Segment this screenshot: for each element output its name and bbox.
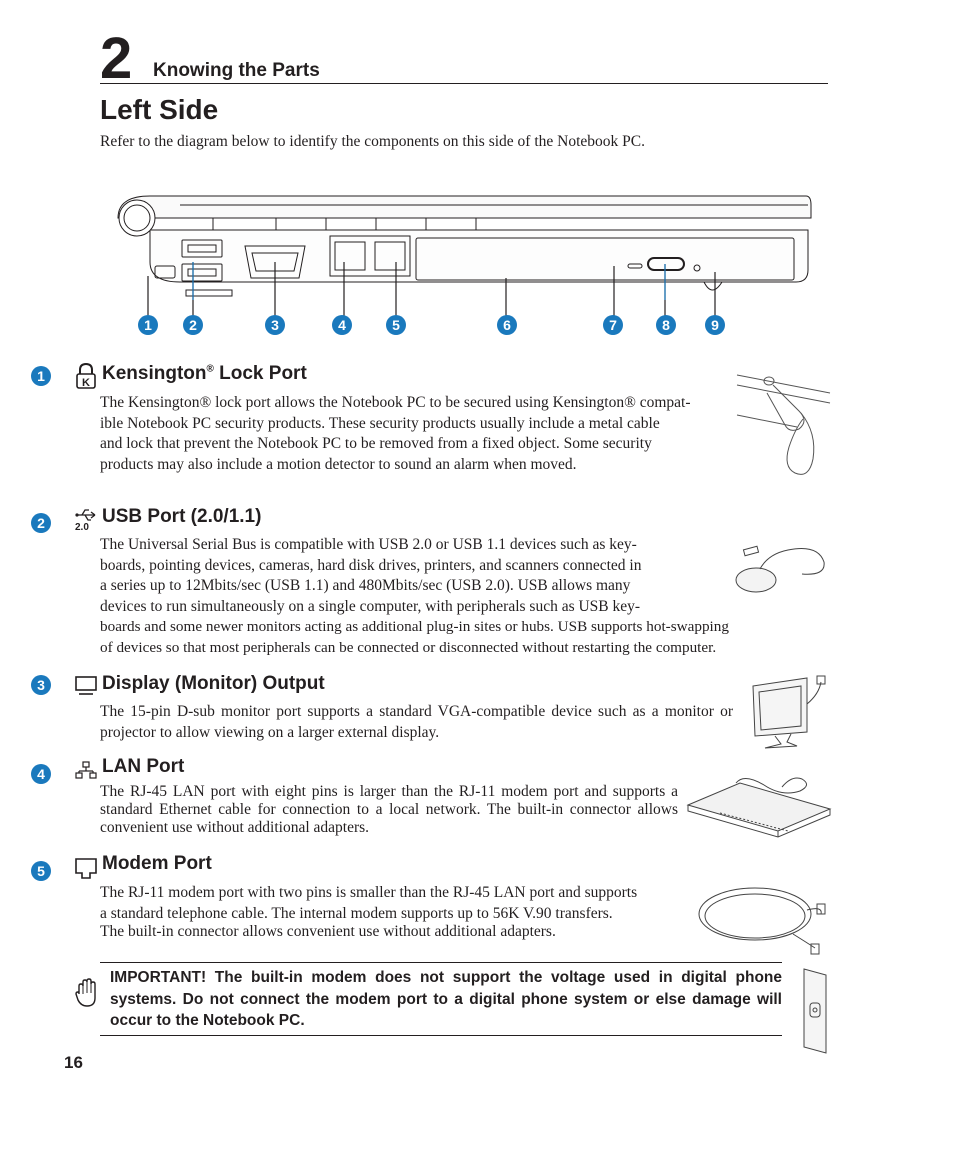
kensington-lock-illustration bbox=[737, 363, 832, 481]
section-1-body bbox=[100, 393, 740, 475]
chapter-title: Knowing the Parts bbox=[153, 60, 320, 81]
wall-jack-illustration bbox=[800, 965, 830, 1055]
important-note-text: IMPORTANT! The built-in modem does not support the voltage used in digital phone systems. Do not connect the modem port to a digital phone system or else damage will occur to the Notebook PC. bbox=[110, 969, 782, 1029]
section-2-badge: 2 bbox=[31, 513, 51, 533]
lan-icon bbox=[75, 761, 97, 779]
callout-4: 4 bbox=[332, 315, 352, 335]
callout-2: 2 bbox=[183, 315, 203, 335]
section-5-line-2: a standard telephone cable. The internal modem supports up to 56K V.90 transfers. bbox=[100, 904, 613, 922]
section-1-line-1: The Kensington® lock port allows the Notebook PC to be secured using Kensington® compat- bbox=[100, 394, 691, 411]
usb-mouse-illustration bbox=[720, 542, 832, 600]
hand-icon bbox=[75, 978, 97, 1008]
lan-switch-illustration bbox=[684, 775, 832, 839]
kensington-lock-icon bbox=[75, 363, 97, 389]
callout-9: 9 bbox=[705, 315, 725, 335]
callout-6: 6 bbox=[497, 315, 517, 335]
section-3-badge: 3 bbox=[31, 675, 51, 695]
section-1-badge: 1 bbox=[31, 366, 51, 386]
important-note bbox=[100, 962, 782, 1036]
section-2-title: USB Port (2.0/1.1) bbox=[102, 506, 262, 527]
callout-3: 3 bbox=[265, 315, 285, 335]
section-2-line-4: devices to run simultaneously on a single computer, with peripherals such as USB key- bbox=[100, 597, 641, 615]
section-1-title: Kensington® Lock Port bbox=[102, 363, 307, 384]
section-1-line-4: products may also include a motion detector to sound an alarm when moved. bbox=[100, 455, 577, 473]
section-5-badge: 5 bbox=[31, 861, 51, 881]
modem-icon bbox=[75, 858, 97, 880]
section-2-line-2: boards, pointing devices, cameras, hard disk drives, printers, and scanners connected in bbox=[100, 556, 642, 574]
intro-text: Refer to the diagram below to identify the components on this side of the Notebook PC. bbox=[100, 133, 645, 150]
section-5-title: Modem Port bbox=[102, 853, 212, 874]
section-5-line-3: The built-in connector allows convenient use without additional adapters. bbox=[100, 923, 556, 940]
callout-7: 7 bbox=[603, 315, 623, 335]
monitor-illustration bbox=[749, 674, 831, 750]
section-2-line-5: boards and some newer monitors acting as additional plug-in sites or hubs. USB supports hot-swapping bbox=[100, 618, 729, 635]
section-4-title: LAN Port bbox=[102, 756, 185, 777]
svg-text:K: K bbox=[82, 377, 90, 389]
section-4-badge: 4 bbox=[31, 764, 51, 784]
section-5-body bbox=[100, 883, 700, 940]
chapter-number: 2 bbox=[100, 26, 133, 91]
monitor-icon bbox=[75, 676, 97, 696]
callout-1: 1 bbox=[138, 315, 158, 335]
callout-5: 5 bbox=[386, 315, 406, 335]
section-2-line-6: of devices so that most peripherals can be connected or disconnected without restarting the computer. bbox=[100, 638, 717, 656]
section-1-line-2: ible Notebook PC security products. These security products usually include a metal cable bbox=[100, 414, 660, 432]
section-2-line-3: a series up to 12Mbits/sec (USB 1.1) and 480Mbits/sec (USB 2.0). USB allows many bbox=[100, 577, 631, 594]
section-3-title: Display (Monitor) Output bbox=[102, 673, 325, 694]
usb-icon-label: 2.0 bbox=[75, 522, 89, 533]
section-3-body: The 15-pin D-sub monitor port supports a standard VGA-compatible device such as a monitor or projector to allow viewing on a larger external display. bbox=[100, 703, 733, 741]
page-number: 16 bbox=[64, 1053, 83, 1072]
section-4-body: The RJ-45 LAN port with eight pins is larger than the RJ-11 modem port and supports a standard Ethernet cable for connection to a local network. The built-in connector allows convenient use without additional adapters. bbox=[100, 783, 678, 836]
section-1-line-3: and lock that prevent the Notebook PC to be removed from a fixed object. Some security bbox=[100, 435, 652, 452]
section-5-line-1: The RJ-11 modem port with two pins is smaller than the RJ-45 LAN port and supports bbox=[100, 884, 638, 901]
phone-cable-illustration bbox=[697, 880, 831, 956]
usb-icon bbox=[75, 508, 99, 522]
section-2-line-1: The Universal Serial Bus is compatible with USB 2.0 or USB 1.1 devices such as key- bbox=[100, 536, 637, 553]
page-title: Left Side bbox=[100, 94, 219, 125]
callout-8: 8 bbox=[656, 315, 676, 335]
